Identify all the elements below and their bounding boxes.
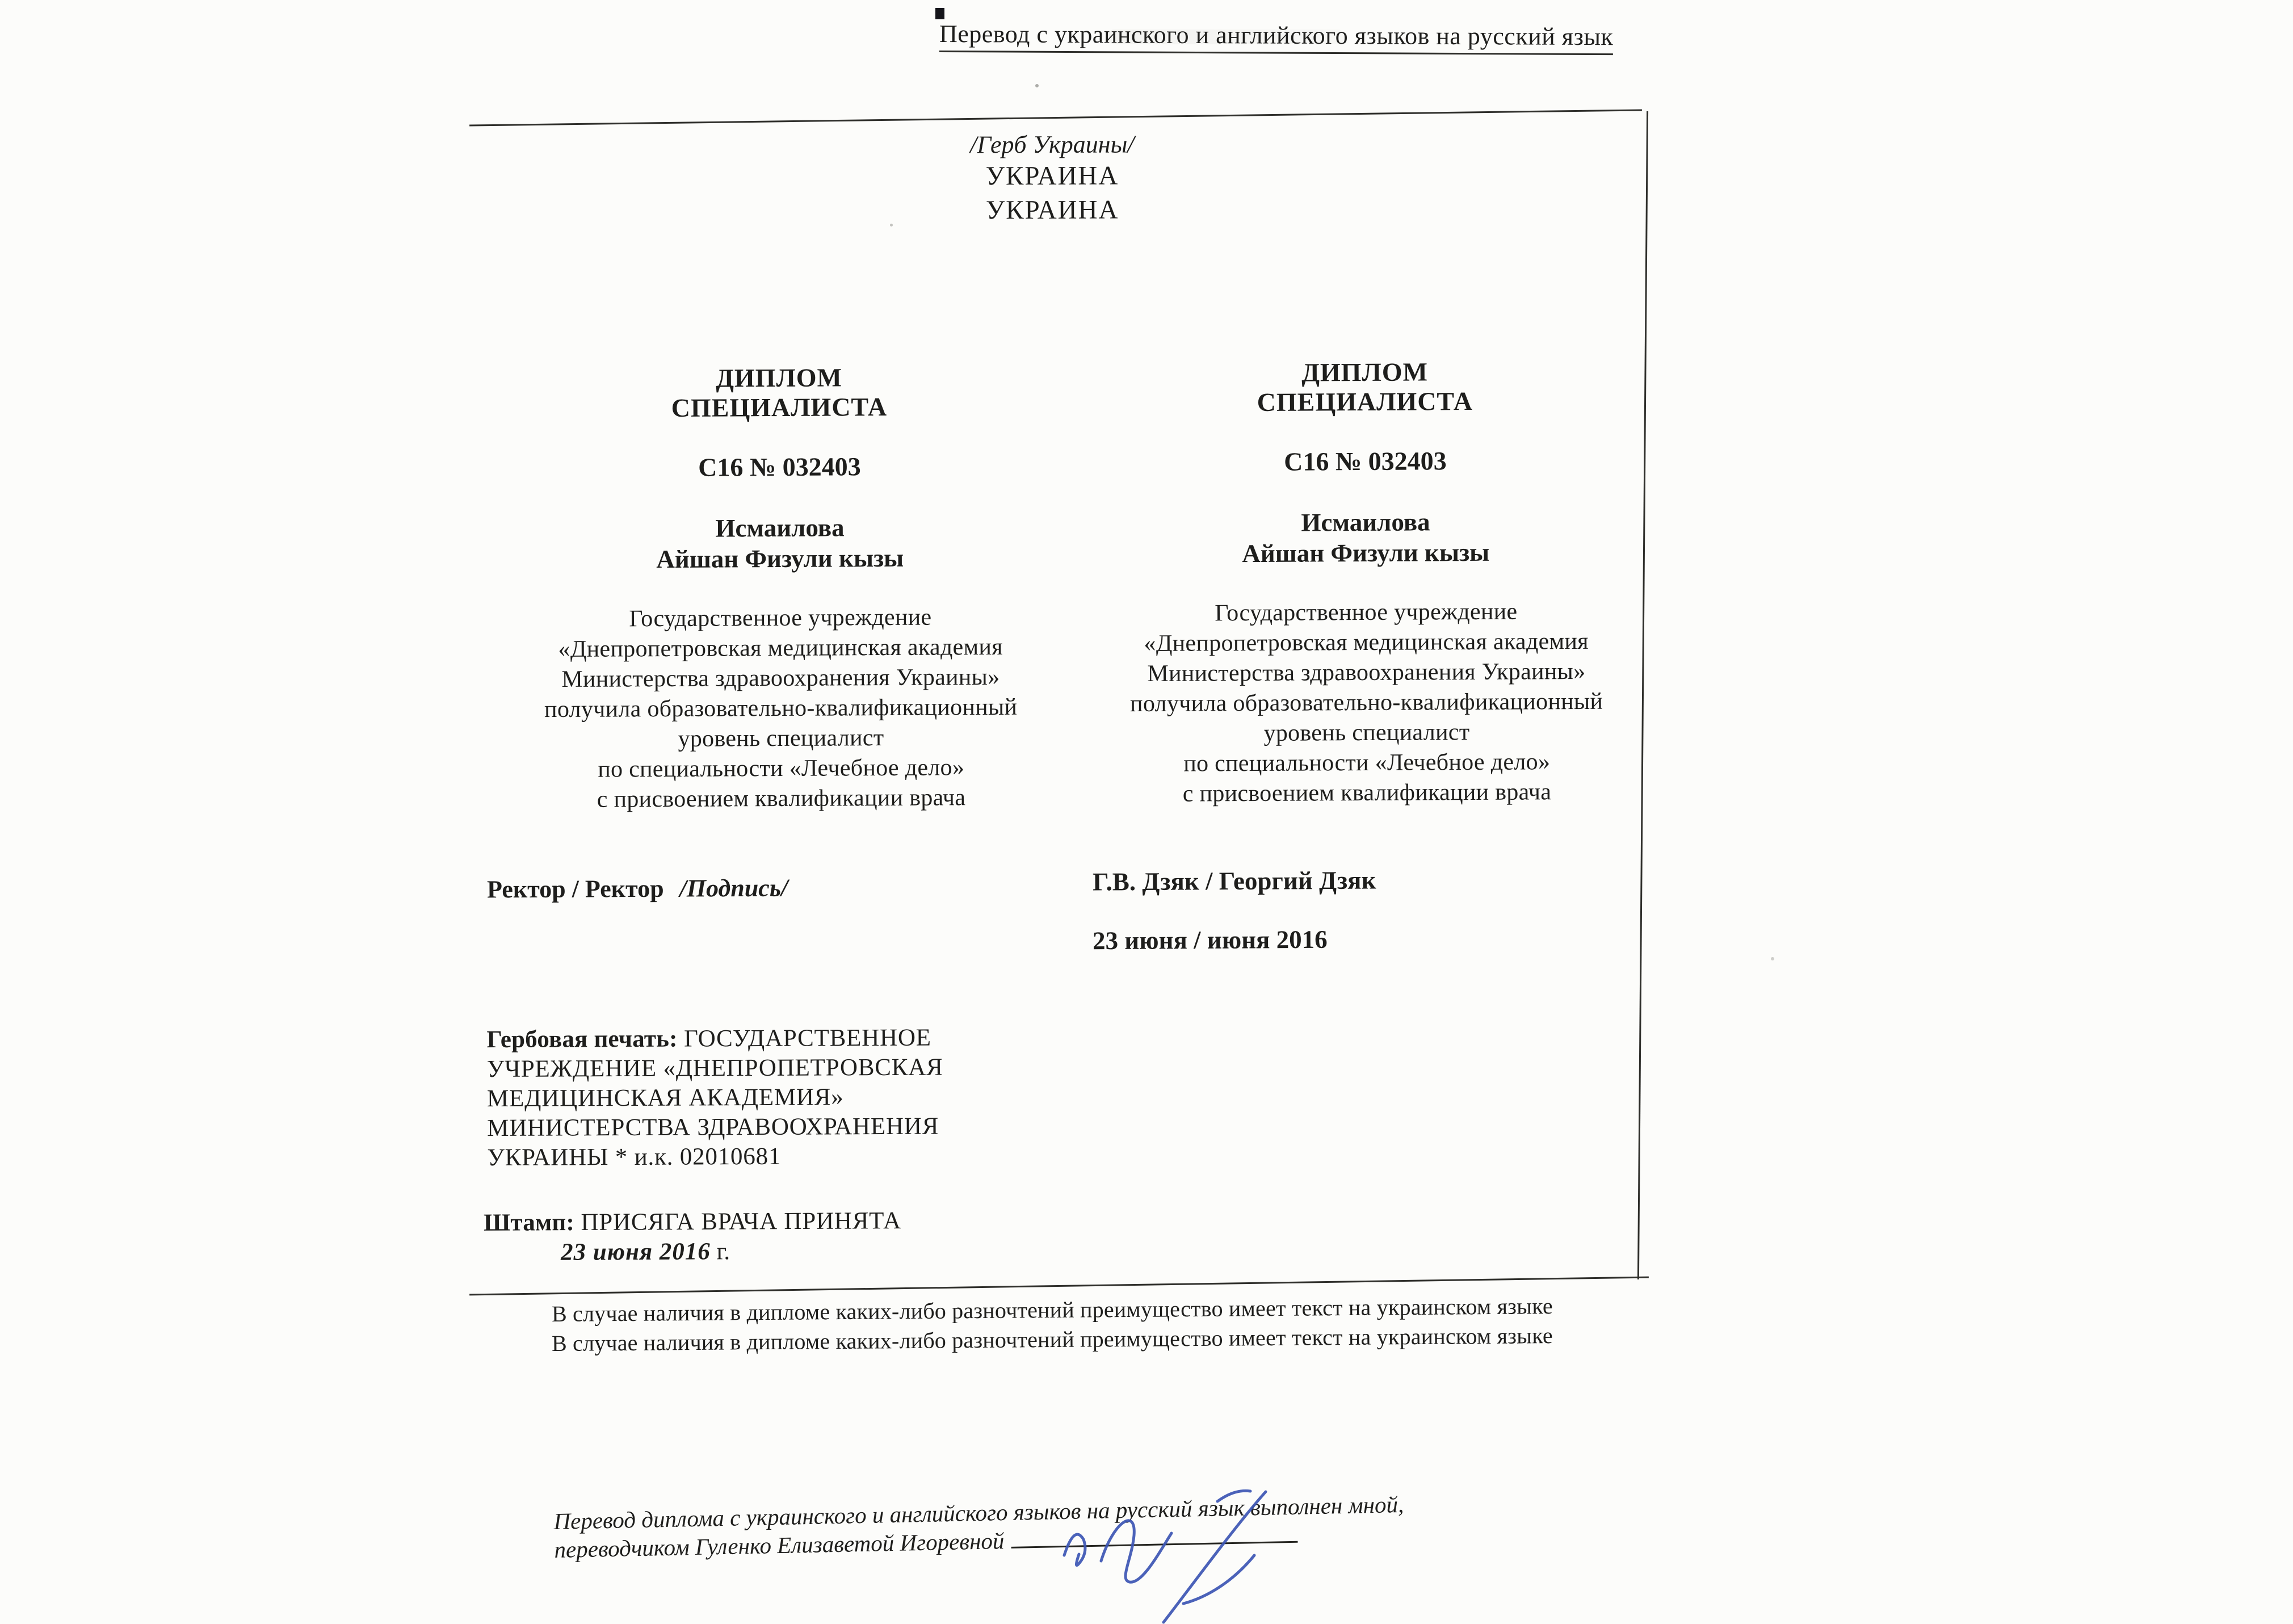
official-date-line: 23 июня / июня 2016 — [1092, 925, 1328, 955]
holder-given-name: Айшан Физули кызы — [656, 543, 904, 574]
translator-name-text: переводчиком Гуленко Елизаветой Игоревной — [554, 1528, 1005, 1563]
diploma-column-left — [499, 362, 1061, 815]
body-line: «Днепропетровская медицинская академия — [558, 633, 1003, 663]
frame-top-rule — [469, 109, 1642, 126]
body-line: Государственное учреждение — [629, 604, 932, 632]
diploma-serial-number: С16 № 032403 — [698, 452, 861, 482]
signature-stroke — [1064, 1534, 1085, 1565]
country-name-line1: УКРАИНА — [985, 161, 1119, 191]
holder-surname: Исмаилова — [715, 513, 845, 543]
body-line: по специальности «Лечебное дело» — [598, 754, 965, 783]
diploma-title-line1: ДИПЛОМ — [1301, 357, 1429, 387]
diploma-title-line1: ДИПЛОМ — [716, 363, 843, 393]
scan-artifact-dot — [1771, 957, 1774, 960]
holder-surname: Исмаилова — [1301, 507, 1430, 537]
scan-artifact-dot — [1035, 84, 1039, 87]
emblem-block — [893, 130, 1212, 228]
translator-signature — [1047, 1476, 1291, 1624]
stamp-text: ПРИСЯГА ВРАЧА ПРИНЯТА — [574, 1207, 902, 1236]
diploma-title-line2: СПЕЦИАЛИСТА — [1257, 387, 1473, 417]
scan-artifact-dot — [890, 224, 893, 226]
body-line: с присвоением квалификации врача — [597, 784, 966, 813]
rector-label: Ректор / Ректор — [486, 874, 664, 904]
seal-text-line5: УКРАИНЫ * и.к. 02010681 — [487, 1143, 782, 1172]
seal-label: Гербовая печать: — [486, 1025, 678, 1054]
seal-text-line1: ГОСУДАРСТВЕННОЕ — [677, 1024, 931, 1052]
signature-stroke — [1101, 1521, 1171, 1582]
diploma-serial-number: С16 № 032403 — [1284, 446, 1447, 476]
seal-description-block — [486, 1023, 1026, 1173]
stamp-date-value: 23 июня 2016 — [560, 1238, 711, 1266]
stamp-label: Штамп: — [483, 1209, 575, 1236]
diploma-title-line2: СПЕЦИАЛИСТА — [671, 392, 888, 422]
diploma-column-right — [1085, 356, 1647, 809]
body-line: уровень специалист — [678, 725, 884, 752]
body-line: Министерства здравоохранения Украины» — [561, 664, 1000, 693]
body-line: уровень специалист — [1263, 719, 1470, 746]
scan-artifact-dash — [935, 8, 944, 19]
official-name-line: Г.В. Дзяк / Георгий Дзяк — [1092, 866, 1376, 896]
signature-stroke — [1217, 1491, 1250, 1501]
rector-line — [487, 874, 788, 904]
translator-attestation-line1: Перевод диплома с украинского и английского языков на русский язык выполнен мной, — [553, 1491, 1404, 1534]
body-line: получила образовательно-квалификационный — [544, 694, 1018, 723]
stamp-line — [484, 1207, 901, 1237]
signature-stroke — [1183, 1555, 1254, 1604]
discrepancy-note-line2: В случае наличия в дипломе каких-либо разночтений преимущество имеет текст на украинском языке — [551, 1323, 1553, 1356]
body-line: по специальности «Лечебное дело» — [1183, 749, 1551, 777]
translation-direction-header: Перевод с украинского и английского языков на русский язык — [939, 19, 1614, 55]
stamp-date-line — [561, 1237, 730, 1266]
signature-stroke — [1164, 1492, 1266, 1622]
body-line: «Днепропетровская медицинская академия — [1144, 628, 1589, 657]
diploma-body-text — [501, 602, 1061, 815]
discrepancy-note-line1: В случае наличия в дипломе каких-либо разночтений преимущество имеет текст на украинском языке — [551, 1293, 1553, 1327]
body-line: Министерства здравоохранения Украины» — [1147, 658, 1586, 687]
body-line: Государственное учреждение — [1215, 598, 1518, 627]
coat-of-arms-note: /Герб Украины/ — [969, 130, 1135, 159]
stamp-date-suffix: г. — [710, 1238, 730, 1265]
diploma-body-text — [1086, 596, 1647, 809]
seal-text-line2: УЧРЕЖДЕНИЕ «ДНЕПРОПЕТРОВСКАЯ — [486, 1054, 943, 1083]
body-line: с присвоением квалификации врача — [1182, 779, 1552, 807]
signature-placeholder-note: /Подпись/ — [679, 874, 788, 903]
country-name-line2: УКРАИНА — [985, 195, 1119, 225]
seal-text-line4: МИНИСТЕРСТВА ЗДРАВООХРАНЕНИЯ — [487, 1113, 939, 1142]
holder-given-name: Айшан Физули кызы — [1242, 538, 1490, 568]
body-line: получила образовательно-квалификационный — [1129, 688, 1603, 717]
seal-text-line3: МЕДИЦИНСКАЯ АКАДЕМИЯ» — [486, 1084, 844, 1113]
